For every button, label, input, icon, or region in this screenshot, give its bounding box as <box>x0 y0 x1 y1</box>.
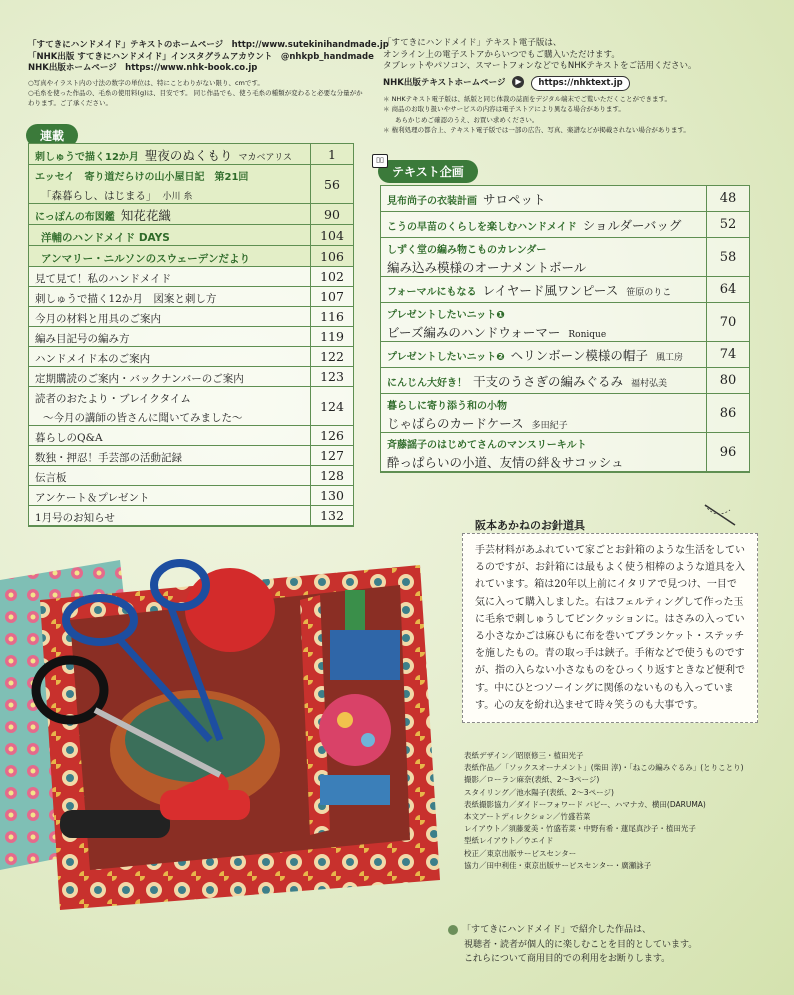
toc-row[interactable] <box>29 367 353 387</box>
toc-row[interactable] <box>29 204 353 225</box>
text-toc-author: 多田紀子 <box>531 421 568 431</box>
nhktext-link[interactable]: https://nhktext.jp <box>531 76 629 91</box>
note-yarn: ○毛糸を使った作品の、毛糸の使用料(g)は、目安です。 同じ作品でも、使う毛糸の種類が変わると必要な分量がかわります。ご了承ください。 <box>28 88 363 107</box>
toc-title: 今月の材料と用具のご案内 <box>35 313 161 325</box>
toc-page: 90 <box>311 204 354 225</box>
credit-line: 本文アートディレクション／竹盛若菜 <box>464 812 591 822</box>
text-toc-title-cell <box>381 342 707 368</box>
toc-title-cell <box>29 426 311 446</box>
toc-title: 聖夜のぬくもり <box>144 147 233 163</box>
toc-row[interactable] <box>29 144 353 165</box>
text-toc-title: サロペット <box>483 192 546 207</box>
toc-row[interactable] <box>29 426 353 446</box>
toc-title-cell <box>29 446 311 466</box>
top-left-info <box>28 40 389 108</box>
ebook-note-2: ＊ 商品のお取り扱いやサービスの内容は電子ストアにより異なる場合があります。 <box>383 105 625 113</box>
credits <box>464 750 764 872</box>
ebook-note-3: あらかじめご確認のうえ、お買い求めください。 <box>395 115 539 124</box>
essay-title: 阪本あかねのお針道具 <box>475 519 585 532</box>
text-toc-title: 編み込み模様のオーナメントボール <box>387 260 587 275</box>
credit-line: 表紙撮影協力／ダイドーフォワード バビー、ハマナカ、横田(DARUMA) <box>464 799 706 809</box>
toc-author: 小川 糸 <box>162 192 193 202</box>
toc-page: 106 <box>311 246 354 267</box>
footer-line-3: これらについて商用目的での利用をお断りします。 <box>464 954 671 965</box>
toc-page: 107 <box>311 287 354 307</box>
tin-box <box>320 775 390 805</box>
credit-line: 表紙作品／「ソックスオーナメント」(柴田 淳)・「ねこの編みぐるみ」(とりことり) <box>464 763 744 773</box>
text-toc-title: レイヤード風ワンピース <box>482 283 619 298</box>
text-toc-title: ショルダーバッグ <box>582 218 682 233</box>
toc-title-cell <box>29 347 311 367</box>
toc-row[interactable] <box>29 486 353 506</box>
serial-label: 連載 <box>26 124 78 147</box>
toc-title: アンマリー・ニルソンのスウェーデンだより <box>41 252 250 265</box>
toc-title-cell <box>29 225 311 246</box>
red-pin-tin <box>185 568 275 652</box>
text-table <box>381 186 749 472</box>
text-toc-title-cell <box>381 212 707 238</box>
text-label-row: ▯▯ テキスト企画 <box>372 160 478 183</box>
red-thread-spool-2 <box>160 790 250 820</box>
toc-page: 126 <box>311 426 354 446</box>
text-toc-title-cell <box>381 433 707 472</box>
toc-title: アンケート＆プレゼント <box>35 492 150 504</box>
toc-title-cell <box>29 506 311 526</box>
text-toc-page: 96 <box>707 433 750 472</box>
sewing-box-photo <box>0 540 470 930</box>
footer-line-2: 視聴者・読者が個人的に楽しむことを目的としています。 <box>464 939 698 950</box>
text-toc-author: Ronique <box>568 330 607 340</box>
toc-title-cell <box>29 165 311 204</box>
toc-title-cell <box>29 246 311 267</box>
toc-subtitle: 〜今月の講師の皆さんに聞いてみました〜 <box>43 412 243 424</box>
toc-title: 読者のおたより・ブレイクタイム <box>35 393 191 405</box>
credit-line: 校正／東京出版サービスセンター <box>464 848 577 858</box>
note-units: ○写真やイラスト内の寸法の数字の単位は、特にことわりがない限り、cmです。 <box>28 78 264 87</box>
text-toc-row[interactable] <box>381 433 749 472</box>
toc-title-cell <box>29 287 311 307</box>
top-right-info <box>383 38 773 136</box>
credit-line: 協力／田中利佳・東京出版サービスセンター・廣瀬詠子 <box>464 860 652 870</box>
toc-row[interactable] <box>29 267 353 287</box>
serial-toc <box>28 143 354 527</box>
instagram-line: 「NHK出版 すてきにハンドメイド」インスタグラムアカウント @nhkpb_handmade <box>28 51 374 62</box>
text-toc-title: ビーズ編みのハンドウォーマー <box>387 325 561 340</box>
toc-row[interactable] <box>29 287 353 307</box>
toc-title: 見て見て！私のハンドメイド <box>35 273 172 285</box>
text-toc-title-cell <box>381 368 707 394</box>
toc-page: 102 <box>311 267 354 287</box>
book-icon: ▯▯ <box>372 154 388 168</box>
toc-row[interactable] <box>29 387 353 426</box>
text-toc-page: 74 <box>707 342 750 368</box>
toc-title-cell <box>29 204 311 225</box>
toc-row[interactable] <box>29 446 353 466</box>
text-toc-page: 70 <box>707 303 750 342</box>
hp-row <box>383 76 773 91</box>
ebook-note-1: ＊ NHKテキスト電子版は、紙版と同じ体裁の誌面をデジタル端末でご覧いただくことができます。 <box>383 94 672 103</box>
toc-page: 132 <box>311 506 354 526</box>
toc-page: 1 <box>311 144 354 165</box>
toc-author: マカベアリス <box>238 152 292 163</box>
toc-row[interactable] <box>29 225 353 246</box>
credit-line: 撮影／ローラン麻奈(表紙、2〜3ページ) <box>464 775 600 785</box>
toc-title-cell <box>29 466 311 486</box>
toc-title-cell <box>29 367 311 387</box>
pincushion <box>319 694 391 766</box>
text-toc-title-cell <box>381 303 707 342</box>
toc-row[interactable] <box>29 327 353 347</box>
toc-series: にっぽんの布図鑑 <box>35 211 115 223</box>
text-toc-series: フォーマルにもなる <box>387 287 477 298</box>
blue-fabric <box>330 630 400 680</box>
toc-title-cell <box>29 144 311 165</box>
credit-line: レイアウト／須藤愛美・竹盛若菜・中野有希・蓮尾真沙子・植田光子 <box>464 824 696 834</box>
text-toc-page: 58 <box>707 238 750 277</box>
text-toc-title-cell <box>381 186 707 212</box>
toc-page: 104 <box>311 225 354 246</box>
toc-title: 1月号のお知らせ <box>35 512 115 524</box>
toc-row[interactable] <box>29 506 353 526</box>
toc-title: 暮らしのQ&A <box>35 432 103 444</box>
text-toc-row[interactable] <box>381 368 749 394</box>
toc-title-cell <box>29 486 311 506</box>
toc-title-cell <box>29 327 311 347</box>
green-spool <box>345 590 365 630</box>
text-toc-title: ヘリンボーン模様の帽子 <box>510 348 648 363</box>
toc-page: 122 <box>311 347 354 367</box>
toc-page: 130 <box>311 486 354 506</box>
flower-icon <box>448 925 458 935</box>
text-toc-series: 見布尚子の衣装計画 <box>387 196 477 207</box>
text-toc-page: 48 <box>707 186 750 212</box>
toc-title: 「森暮らし、はじまる」 <box>41 190 157 202</box>
text-toc-series: プレゼントしたいニット❶ <box>387 310 505 321</box>
toc-series: 刺しゅうで描く12か月 <box>35 151 139 163</box>
text-toc-title: 干支のうさぎの編みぐるみ <box>473 374 624 389</box>
text-toc-page: 86 <box>707 394 750 433</box>
toc-page: 124 <box>311 387 354 426</box>
toc-row[interactable] <box>29 307 353 327</box>
toc-title: ハンドメイド本のご案内 <box>35 353 151 365</box>
text-toc-page: 64 <box>707 277 750 303</box>
footer-notice <box>448 923 768 967</box>
toc-row[interactable] <box>29 347 353 367</box>
arrow-right-icon: ▶ <box>512 76 524 88</box>
toc-row[interactable] <box>29 466 353 486</box>
text-toc-series: プレゼントしたいニット❷ <box>387 352 505 363</box>
toc-title: 定期購読のご案内・バックナンバーのご案内 <box>35 373 244 385</box>
ebook-line-2: オンライン上の電子ストアからいつでもご購入いただけます。 <box>383 49 620 60</box>
ebook-note-4: ＊ 権利処理の都合上、テキスト電子版では一部の広告、写真、楽譜などが掲載されない場合があります。 <box>383 126 690 134</box>
text-toc-author: 笹原のりこ <box>626 288 672 298</box>
toc-page: 128 <box>311 466 354 486</box>
toc-title: 編み目記号の編み方 <box>35 333 130 345</box>
credit-line: 表紙デザイン／昭原修三・植田光子 <box>464 751 584 760</box>
text-toc-row[interactable] <box>381 342 749 368</box>
nhk-line: NHK出版ホームページ https://www.nhk-book.co.jp <box>28 63 258 73</box>
text-toc-title: 酔っぱらいの小道、友情の絆＆サコッシュ <box>387 455 624 470</box>
toc-title: 知花花織 <box>120 207 171 223</box>
toc-title-cell <box>29 267 311 287</box>
text-toc-series: しずく堂の編み物こものカレンダー <box>387 245 547 256</box>
toc-page: 123 <box>311 367 354 387</box>
black-thread-spool <box>60 810 170 838</box>
text-toc-series: 斉藤謡子のはじめてさんのマンスリーキルト <box>387 440 587 451</box>
toc-page: 56 <box>311 165 354 204</box>
needle-icon <box>700 500 740 530</box>
text-toc-title: じゃばらのカードケース <box>387 416 524 431</box>
text-toc-row[interactable] <box>381 238 749 277</box>
serial-table <box>29 144 353 526</box>
toc-title: 刺しゅうで描く12か月 図案と刺し方 <box>35 293 217 305</box>
toc-series: エッセイ 寄り道だらけの山小屋日記 第21回 <box>35 172 249 183</box>
toc-title: 数独・押忍！手芸部の活動記録 <box>35 452 182 464</box>
text-toc-page: 52 <box>707 212 750 238</box>
text-toc-title-cell <box>381 277 707 303</box>
toc-row[interactable] <box>29 246 353 267</box>
ebook-line-3: タブレットやパソコン、スマートフォンなどでもNHKテキストをご活用ください。 <box>383 61 697 71</box>
footer-line-1: 「すてきにハンドメイド」で紹介した作品は、 <box>448 923 768 938</box>
text-toc-page: 80 <box>707 368 750 394</box>
toc-page: 119 <box>311 327 354 347</box>
text-toc-series: にんじん大好き！ <box>387 378 467 389</box>
toc-title: 伝言板 <box>35 472 67 484</box>
toc-page: 127 <box>311 446 354 466</box>
toc-title-cell <box>29 307 311 327</box>
text-toc <box>380 185 750 473</box>
text-toc-author: 風工房 <box>655 353 683 363</box>
credit-line: スタイリング／池水陽子(表紙、2〜3ページ) <box>464 787 614 797</box>
text-toc-title-cell <box>381 238 707 277</box>
toc-page: 116 <box>311 307 354 327</box>
text-toc-series: 暮らしに寄り添う和の小物 <box>387 401 507 412</box>
ebook-line-1: 「すてきにハンドメイド」テキスト電子版は、 <box>383 38 562 48</box>
toc-title-cell <box>29 387 311 426</box>
text-toc-title-cell <box>381 394 707 433</box>
credit-line: 型紙レイアウト／ウエイド <box>464 836 554 846</box>
text-toc-row[interactable] <box>381 303 749 342</box>
toc-row[interactable] <box>29 165 353 204</box>
text-toc-row[interactable] <box>381 394 749 433</box>
homepage-line: 「すてきにハンドメイド」テキストのホームページ http://www.sutekinihandmade.jp <box>28 40 389 50</box>
text-toc-row[interactable] <box>381 186 749 212</box>
hp-label: NHK出版テキストホームページ <box>383 77 506 88</box>
text-toc-row[interactable] <box>381 212 749 238</box>
text-toc-series: こうの早苗のくらしを楽しむハンドメイド <box>387 222 577 233</box>
toc-title: 洋輔のハンドメイド DAYS <box>41 231 170 244</box>
text-toc-row[interactable] <box>381 277 749 303</box>
essay-body: 手芸材料があふれていて家ごとお針箱のような生活をしているのですが、お針箱には最もよく使う相棒のような道具を入れています。箱は20年以上前にイタリアで見つけ、一目で気に入って購入しました。右はフェルティングして作った玉に毛糸で刺しゅうしてピンクッションに。はさみの入っている小さなかごは麻ひもに布を巻いてブランケット・ステッチを施したもの。青の取っ手は鋏子。手術などで使うものですが、指の入らない小さなものをひっくり返すときなど便利です。中にひとつソーイングに関係のないものも入っています。心の友を紛れ込ませて時々笑うのも大事です。 <box>462 533 758 723</box>
text-toc-author: 福村弘美 <box>631 379 668 389</box>
